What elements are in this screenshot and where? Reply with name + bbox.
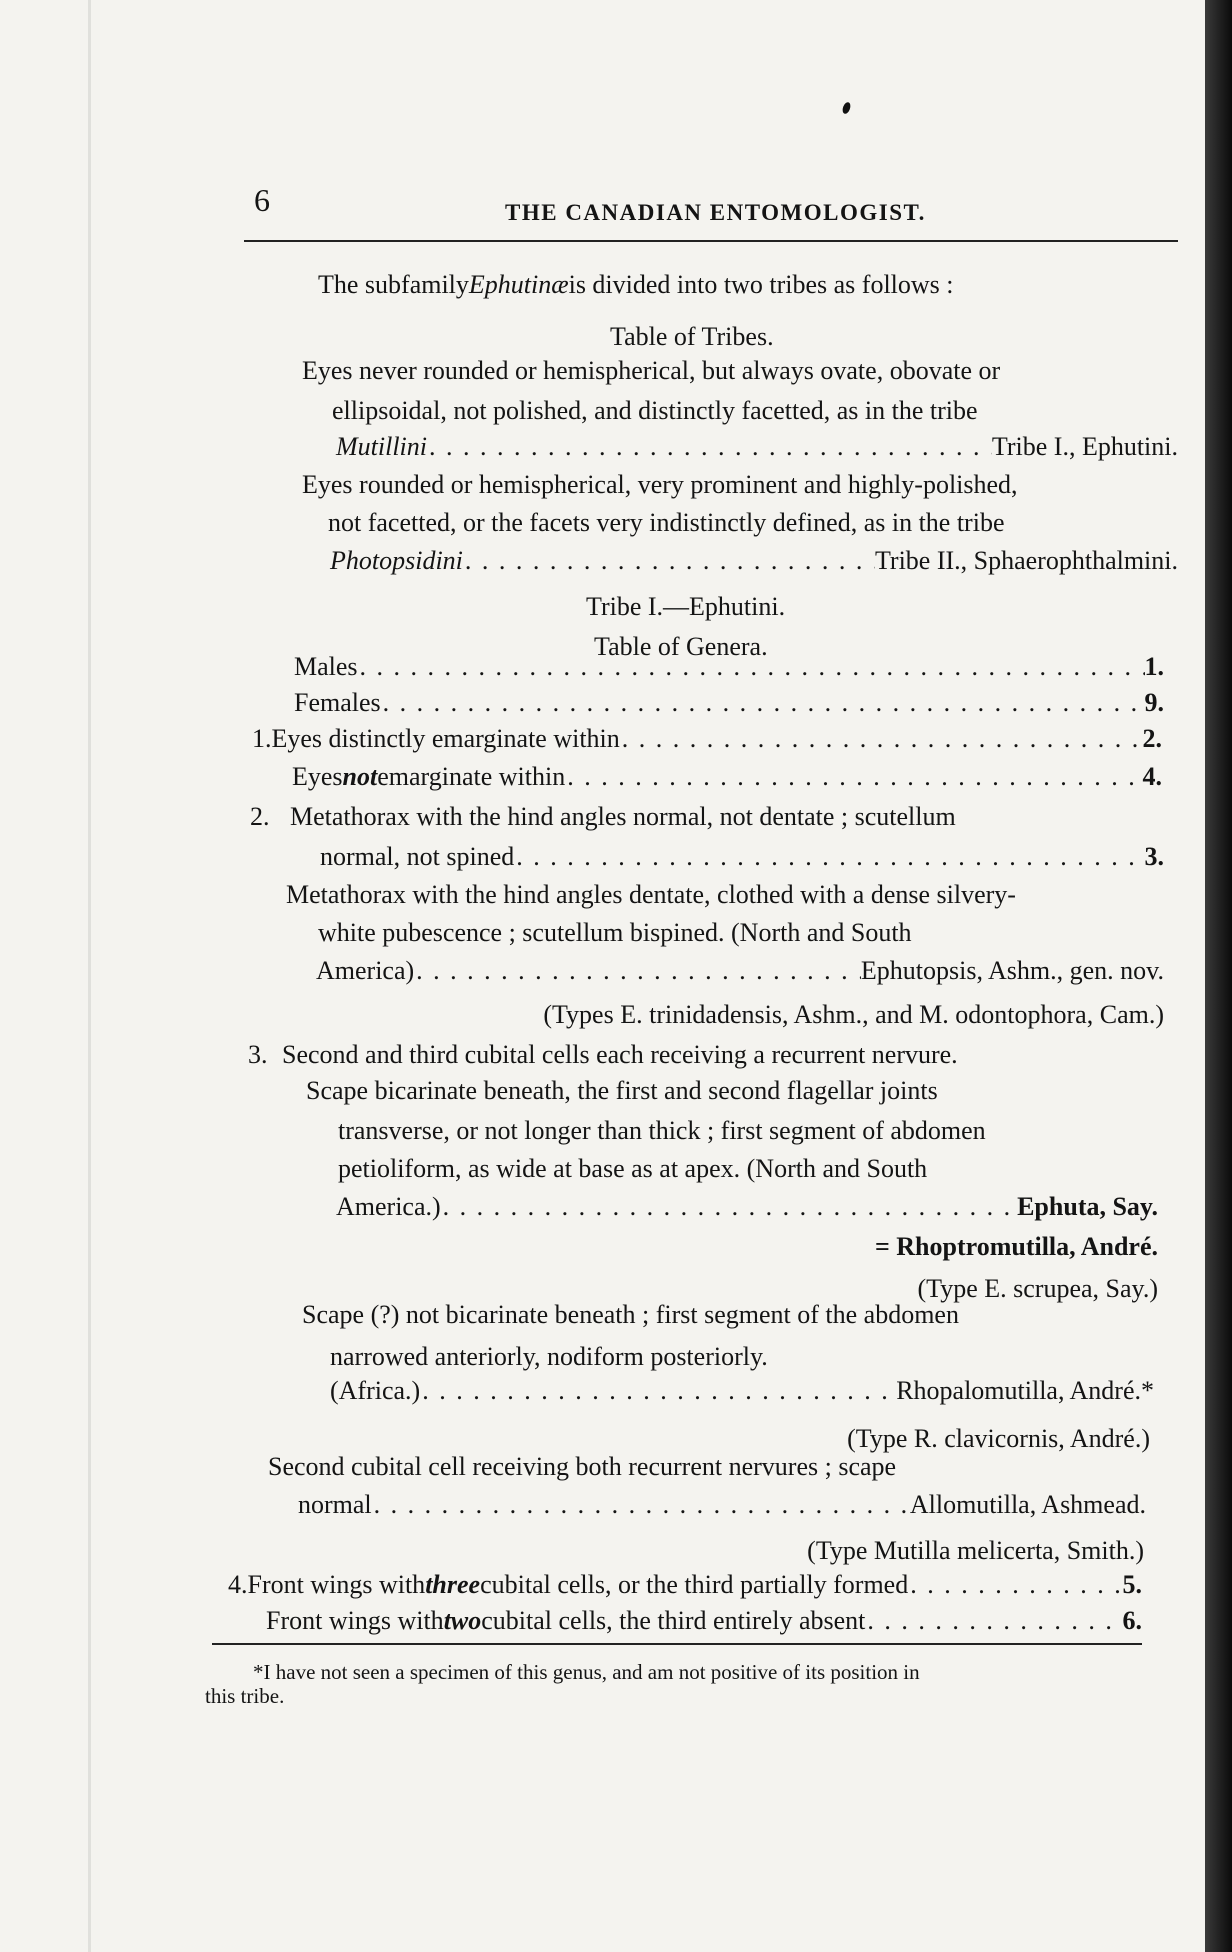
key-couplet-3c-line2: normal . . . Allomutilla, Ashmead. bbox=[298, 1490, 1146, 1520]
key-couplet-2a-line1: 2. Metathorax with the hind angles normal, not dentate ; scutellum bbox=[250, 802, 956, 831]
key-females: Females . . . 9. bbox=[294, 688, 1164, 718]
key-couplet-3a-line1: Scape bicarinate beneath, the first and second flagellar joints bbox=[306, 1076, 938, 1105]
key-couplet-2b-line3: America) . . . Ephutopsis, Ashm., gen. nov. bbox=[316, 956, 1164, 986]
dot-leader bbox=[381, 688, 1145, 718]
key-couplet-3a-line3: petioliform, as wide at base as at apex. (North and South bbox=[338, 1154, 928, 1183]
key-couplet-3b-line1: Scape (?) not bicarinate beneath ; first segment of the abdomen bbox=[302, 1300, 959, 1329]
key-couplet-3c-line1: Second cubital cell receiving both recurrent nervures ; scape bbox=[268, 1452, 897, 1481]
table-of-tribes-heading: Table of Tribes. bbox=[610, 322, 774, 351]
taxon-name: Photopsidini bbox=[330, 546, 463, 575]
tribe-result: Tribe I., Ephutini. bbox=[991, 432, 1178, 461]
scan-border bbox=[1205, 0, 1232, 1952]
dot-leader bbox=[865, 1606, 1122, 1636]
key-couplet-1a: 1. Eyes distinctly emarginate within . . . 2. bbox=[252, 724, 1162, 754]
key-couplet-3a-synonym: = Rhoptromutilla, André. bbox=[874, 1232, 1158, 1261]
genus-result: Ephuta, Say. bbox=[1017, 1192, 1158, 1221]
couplet-ref: 3. bbox=[1144, 842, 1164, 871]
genus-result: Allomutilla, Ashmead. bbox=[909, 1490, 1146, 1519]
genus-result: Ephutopsis, Ashm., gen. nov. bbox=[860, 956, 1164, 985]
key-couplet-1b: Eyes not emarginate within . . . 4. bbox=[292, 762, 1162, 792]
key-couplet-4b: Front wings with two cubital cells, the third entirely absent . . . 6. bbox=[266, 1606, 1142, 1636]
footnote-rule bbox=[212, 1643, 1142, 1645]
tribe-entry-2-result-line bbox=[330, 546, 1178, 576]
footnote bbox=[205, 1660, 1137, 1708]
couplet-ref: 5. bbox=[1122, 1570, 1142, 1599]
table-of-genera-heading: Table of Genera. bbox=[594, 632, 768, 661]
key-couplet-3a-line4: America.) . . . Ephuta, Say. bbox=[336, 1192, 1158, 1222]
key-couplet-3a-types: (Type E. scrupea, Say.) bbox=[917, 1274, 1158, 1303]
tribe-entry-2-line2: not facetted, or the facets very indistinctly defined, as in the tribe bbox=[328, 508, 1005, 537]
key-couplet-3a-line2: transverse, or not longer than thick ; first segment of abdomen bbox=[338, 1116, 986, 1145]
dot-leader bbox=[427, 432, 992, 462]
tribe-entry-1-result-line bbox=[336, 432, 1178, 462]
footnote-line2: this tribe. bbox=[205, 1684, 285, 1708]
couplet-ref: 6. bbox=[1122, 1606, 1142, 1635]
dot-leader bbox=[358, 652, 1145, 682]
key-couplet-2b-line1: Metathorax with the hind angles dentate, clothed with a dense silvery- bbox=[286, 880, 1016, 909]
key-males: Males . . . 1. bbox=[294, 652, 1164, 682]
key-couplet-2b-line2: white pubescence ; scutellum bispined. (North and South bbox=[318, 918, 912, 947]
key-couplet-3c-types: (Type Mutilla melicerta, Smith.) bbox=[807, 1536, 1144, 1565]
couplet-ref: 1. bbox=[1144, 652, 1164, 681]
dot-leader bbox=[620, 724, 1143, 754]
dot-leader bbox=[414, 956, 861, 986]
couplet-ref: 9. bbox=[1144, 688, 1164, 717]
intro-line: The subfamily Ephutinæ is divided into two tribes as follows : bbox=[318, 270, 954, 299]
dot-leader bbox=[441, 1192, 1017, 1222]
key-couplet-3b-line2: narrowed anteriorly, nodiform posteriorly. bbox=[330, 1342, 768, 1371]
taxon-name: Ephutinæ bbox=[468, 270, 569, 299]
running-title: THE CANADIAN ENTOMOLOGIST. bbox=[505, 200, 926, 225]
key-couplet-2a-line2: normal, not spined . . . 3. bbox=[320, 842, 1164, 872]
dot-leader bbox=[514, 842, 1144, 872]
tribe-entry-1-line1: Eyes never rounded or hemispherical, but always ovate, obovate or bbox=[302, 356, 1001, 385]
tribe-entry-1-line2: ellipsoidal, not polished, and distinctly facetted, as in the tribe bbox=[332, 396, 978, 425]
taxon-name: Mutillini bbox=[336, 432, 427, 461]
key-couplet-2b-types: (Types E. trinidadensis, Ashm., and M. odontophora, Cam.) bbox=[543, 1000, 1164, 1029]
couplet-ref: 2. bbox=[1142, 724, 1162, 753]
key-couplet-4a: 4. Front wings with three cubital cells, or the third partially formed . . . 5. bbox=[228, 1570, 1142, 1600]
genus-result: Rhopalomutilla, André.* bbox=[896, 1376, 1154, 1405]
key-couplet-3b-types: (Type R. clavicornis, André.) bbox=[847, 1424, 1150, 1453]
dot-leader bbox=[372, 1490, 910, 1520]
tribe-result: Tribe II., Sphaerophthalmini. bbox=[874, 546, 1178, 575]
dot-leader bbox=[463, 546, 875, 576]
dot-leader bbox=[565, 762, 1142, 792]
dot-leader bbox=[420, 1376, 896, 1406]
dot-leader bbox=[908, 1570, 1122, 1600]
key-couplet-3b-line3: (Africa.) . . . Rhopalomutilla, André.* bbox=[330, 1376, 1154, 1406]
tribe-entry-2-line1: Eyes rounded or hemispherical, very prominent and highly-polished, bbox=[302, 470, 1018, 499]
key-couplet-3: 3. Second and third cubital cells each receiving a recurrent nervure. bbox=[248, 1040, 958, 1069]
page-number: 6 bbox=[254, 182, 270, 218]
couplet-ref: 4. bbox=[1142, 762, 1162, 791]
footnote-line1: *I have not seen a specimen of this genus, and am not positive of its position in bbox=[253, 1660, 920, 1684]
tribe-heading: Tribe I.—Ephutini. bbox=[586, 592, 786, 621]
